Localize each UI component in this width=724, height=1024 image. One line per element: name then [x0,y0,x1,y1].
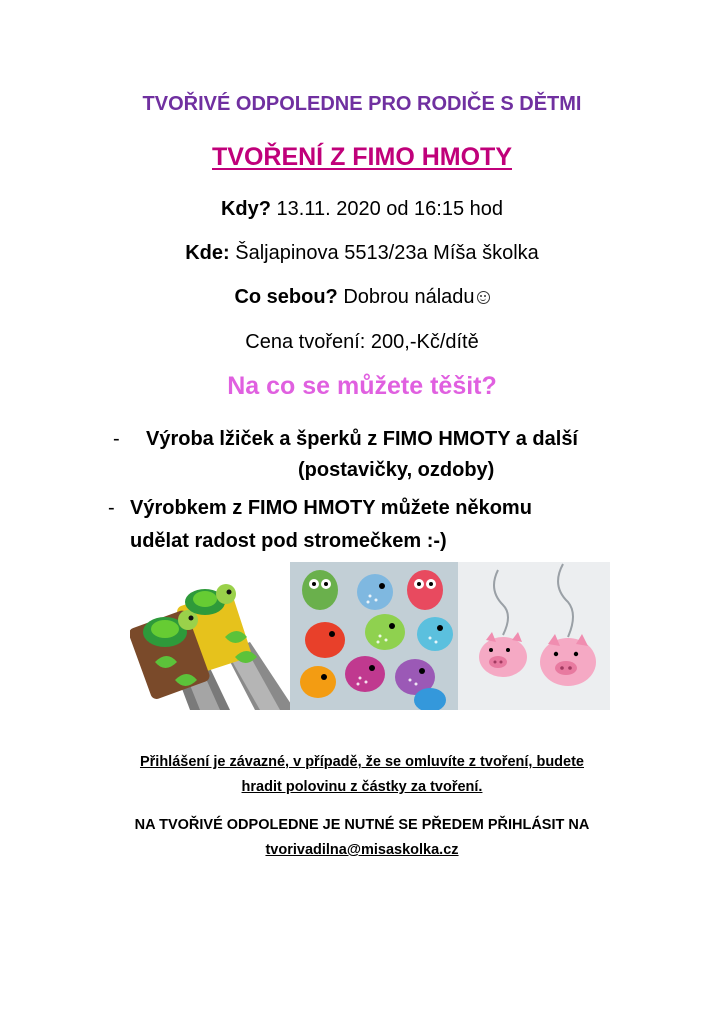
event-subtitle: TVOŘENÍ Z FIMO HMOTY [212,143,512,171]
bring-line [0,286,724,309]
registration-email-link[interactable]: tvorivadilna@misaskolka.cz [265,842,459,858]
look-forward-heading: Na co se můžete těšit? [227,372,497,400]
bullet-1-line-1: Výroba lžiček a šperků z FIMO HMOTY a další [146,428,578,450]
bullet-2-line-2: udělat radost pod stromečkem :-) [130,530,447,552]
photo-strip [130,562,610,710]
bring-value: Dobrou náladu [337,286,475,308]
bullet-2-line-1: Výrobkem z FIMO HMOTY můžete někomu [130,497,532,519]
bring-label: Co sebou? [234,286,338,308]
when-value: 13.11. 2020 od 16:15 hod [270,198,504,220]
where-label: Kde: [185,242,230,264]
owl-bird-magnets-photo [290,562,458,710]
smiley-icon [477,291,490,304]
bullet-1-line-2: (postavičky, ozdoby) [298,459,495,481]
turtle-spoons-photo [130,562,290,710]
notice-line-2: hradit polovinu z částky za tvoření. [241,779,483,795]
pig-earrings-photo [458,562,610,710]
where-value: Šaljapinova 5513/23a Míša školka [229,242,539,264]
event-title: TVOŘIVÉ ODPOLEDNE PRO RODIČE S DĚTMI [142,93,582,115]
when-line [0,198,724,221]
notice-line-1: Přihlášení je závazné, v případě, že se omluvíte z tvoření, budete [139,754,584,770]
where-line [0,242,724,265]
price-line: Cena tvoření: 200,-Kč/dítě [245,331,479,353]
when-label: Kdy? [220,198,271,220]
bullet-dash: - [113,428,120,450]
registration-line: NA TVOŘIVÉ ODPOLEDNE JE NUTNÉ SE PŘEDEM PŘIHLÁSIT NA [134,817,590,833]
bullet-dash: - [108,497,115,519]
